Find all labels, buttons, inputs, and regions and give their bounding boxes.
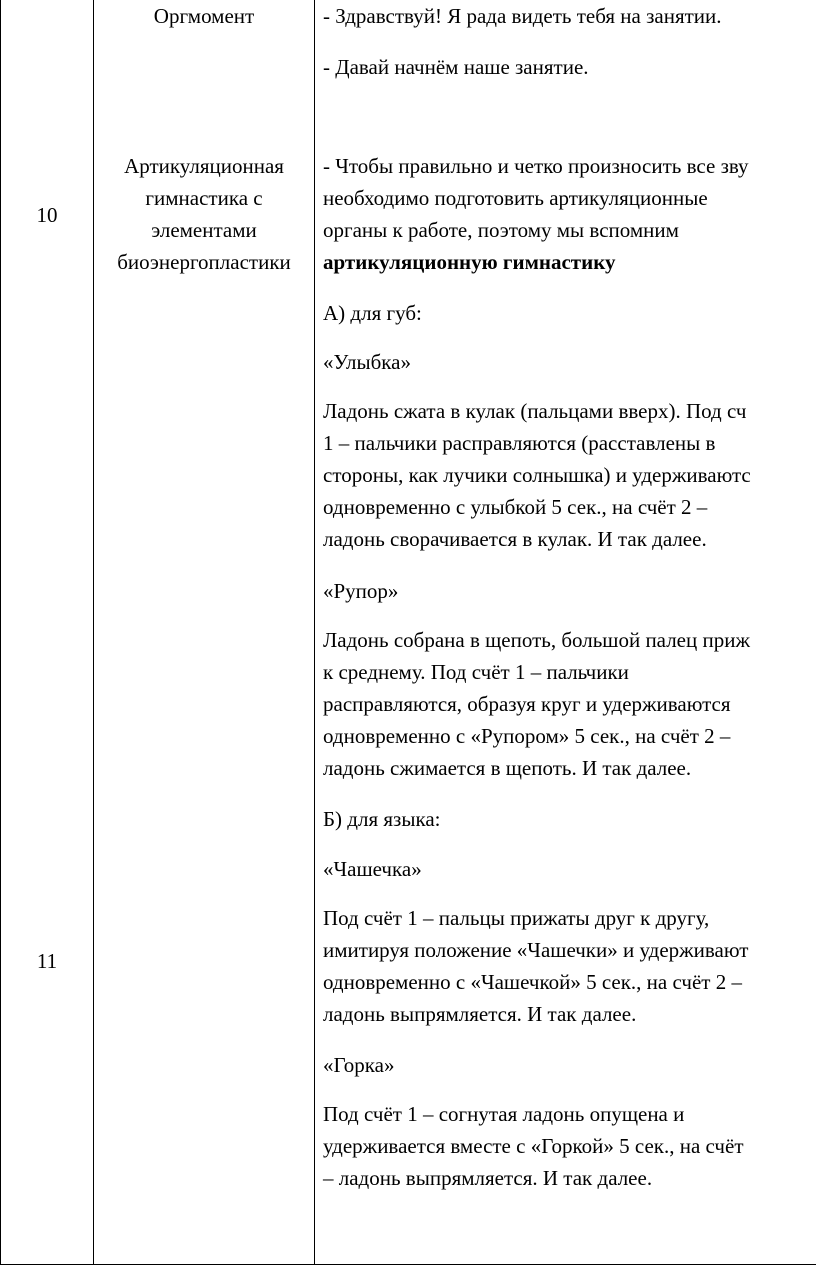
exercise-line: Ладонь собрана в щепоть, большой палец приж	[323, 628, 750, 652]
exercise-line: имитируя положение «Чашечки» и удерживают	[323, 938, 749, 962]
exercise-line: одновременно с «Рупором» 5 сек., на счёт 2 –	[323, 724, 731, 748]
intro-paragraph	[323, 150, 816, 278]
exercise-text-smile	[323, 395, 816, 555]
exercise-line: одновременно с «Чашечкой» 5 сек., на счёт 2 –	[323, 970, 742, 994]
start-paragraph: - Давай начнём наше занятие.	[323, 55, 589, 79]
exercise-text-cup	[323, 902, 816, 1030]
exercise-line: ладонь сжимается в щепоть. И так далее.	[323, 756, 692, 780]
exercise-text-hill	[323, 1098, 816, 1194]
table-divider-2	[314, 0, 315, 1265]
stage-articulation-line: элементами	[151, 218, 257, 242]
row-number-10: 10	[36, 203, 58, 227]
section-b-heading: Б) для языка:	[323, 807, 441, 831]
exercise-title-smile: «Улыбка»	[323, 350, 411, 374]
exercise-line: удерживается вместе с «Горкой» 5 сек., на счёт	[323, 1134, 744, 1158]
exercise-line: 1 – пальчики расправляются (расставлены в	[323, 431, 716, 455]
exercise-line: расправляются, образуя круг и удерживаются	[323, 692, 731, 716]
section-a-heading: А) для губ:	[323, 301, 422, 325]
exercise-text-horn	[323, 624, 816, 784]
stage-orgmoment: Оргмомент	[153, 4, 255, 28]
exercise-line: Под счёт 1 – пальцы прижаты друг к другу,	[323, 906, 710, 930]
exercise-line: Под счёт 1 – согнутая ладонь опущена и	[323, 1102, 685, 1126]
exercise-line: Ладонь сжата в кулак (пальцами вверх). Под сч	[323, 399, 747, 423]
exercise-title-hill: «Горка»	[323, 1053, 395, 1077]
exercise-title-horn: «Рупор»	[323, 579, 399, 603]
exercise-line: ладонь выпрямляется. И так далее.	[323, 1002, 637, 1026]
intro-line: необходимо подготовить артикуляционные	[323, 186, 708, 210]
exercise-line: к среднему. Под счёт 1 – пальчики	[323, 660, 629, 684]
exercise-line: ладонь сворачивается в кулак. И так далее.	[323, 527, 707, 551]
intro-line: - Чтобы правильно и четко произносить все зву	[323, 154, 749, 178]
exercise-title-cup: «Чашечка»	[323, 857, 422, 881]
exercise-line: одновременно с улыбкой 5 сек., на счёт 2 –	[323, 495, 708, 519]
intro-bold-line: артикуляционную гимнастику	[323, 250, 616, 274]
stage-articulation-line: гимнастика с	[145, 186, 263, 210]
greeting-paragraph: - Здравствуй! Я рада видеть тебя на занятии.	[323, 4, 722, 28]
intro-line: органы к работе, поэтому мы вспомним	[323, 218, 679, 242]
stage-articulation	[94, 150, 314, 278]
exercise-line: стороны, как лучики солнышка) и удерживаютс	[323, 463, 751, 487]
table-border-left	[0, 0, 1, 1265]
stage-articulation-line: биоэнергопластики	[117, 250, 291, 274]
stage-articulation-line: Артикуляционная	[124, 154, 284, 178]
exercise-line: – ладонь выпрямляется. И так далее.	[323, 1166, 653, 1190]
table-border-bottom	[0, 1264, 816, 1265]
row-number-11: 11	[36, 949, 58, 973]
